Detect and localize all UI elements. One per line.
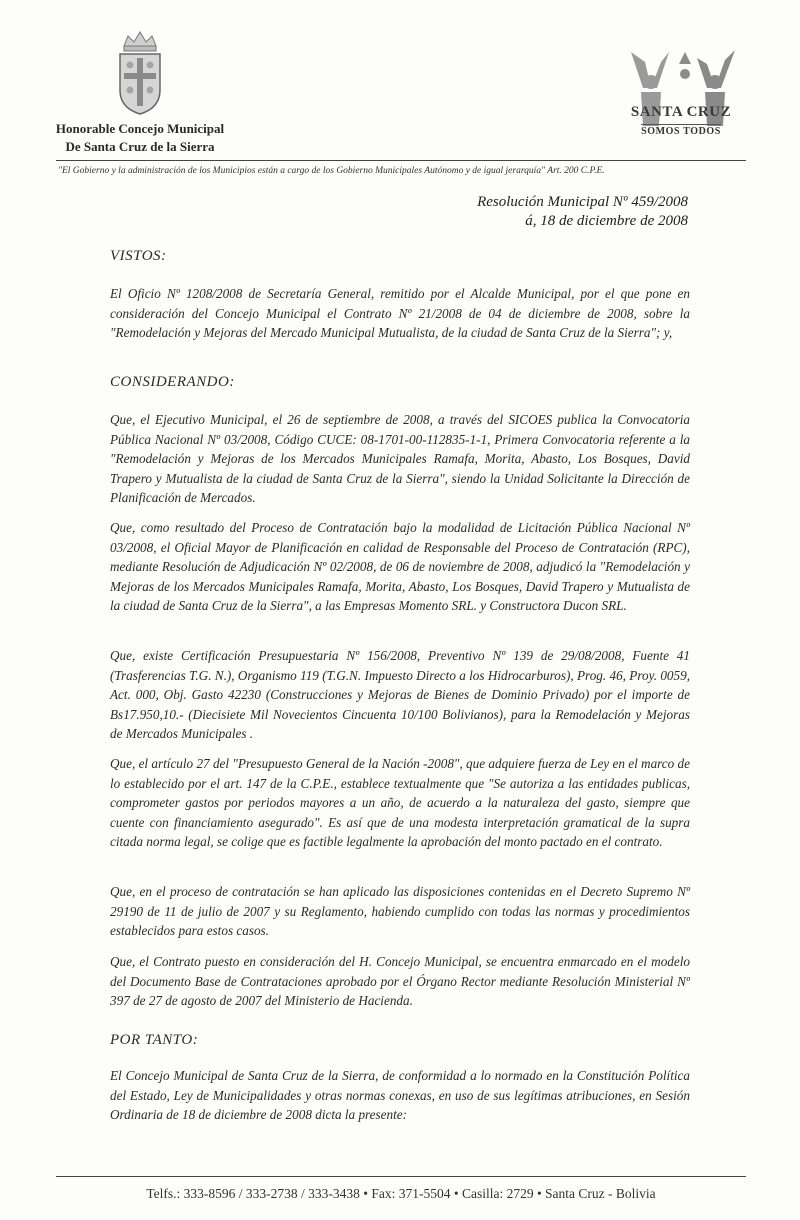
considerando-heading: CONSIDERANDO: bbox=[110, 374, 235, 390]
footer-divider bbox=[56, 1176, 746, 1177]
resolution-number: Resolución Municipal Nº 459/2008 bbox=[477, 194, 688, 210]
vistos-paragraph: El Oficio Nº 1208/2008 de Secretaría General, remitido por el Alcalde Municipal, por el que pone en consideración del Concejo Municipal el Contrato Nº 21/2008 de 04 de diciembre de 2008, sobre la "Remodelación y Mejoras del Mercado Municipal Mutualista, de la ciudad de Santa Cruz de la Sierra"; y, bbox=[110, 286, 690, 340]
considerando-paragraph-6: Que, el Contrato puesto en consideración del H. Concejo Municipal, se encuentra enmarcado en el modelo del Documento Base de Contrataciones aprobado por el Órgano Rector mediante Resolución Ministerial Nº 397 de 27 de agosto de 2007 del Ministerio de Hacienda. bbox=[110, 954, 690, 1008]
resolution-date: á, 18 de diciembre de 2008 bbox=[525, 213, 688, 229]
vistos-heading: VISTOS: bbox=[110, 248, 167, 264]
portanto-paragraph: El Concejo Municipal de Santa Cruz de la Sierra, de conformidad a lo normado en la Constitución Política del Estado, Ley de Municipalidades y otras normas conexas, en uso de sus legítimas atribuciones, en Sesión Ordinaria de 18 de diciembre de 2008 dicta la presente: bbox=[110, 1068, 690, 1122]
header-divider bbox=[56, 160, 746, 161]
portanto-heading: POR TANTO: bbox=[110, 1032, 199, 1048]
coat-of-arms-icon bbox=[110, 28, 170, 118]
considerando-paragraph-4: Que, el artículo 27 del "Presupuesto General de la Nación -2008", que adquiere fuerza de Ley en el marco de lo establecido por el art. 147 de la C.P.E., establece textualmente que "Se autoriza a las entidades publicas, comprometer gastos por periodos mayores a un año, de acuerdo a la naturaleza del gasto, siempre que cuente con financiamiento asegurado". Es así que de una modesta interpretación gramatical de la supra citada norma legal, se colige que es factible legalmente la aprobación del monto pactado en el contrato. bbox=[110, 756, 690, 849]
footer-contact: Telfs.: 333-8596 / 333-2738 / 333-3438 • Fax: 371-5504 • Casilla: 2729 • Santa Cruz - Bolivia bbox=[146, 1186, 656, 1201]
considerando-paragraph-1: Que, el Ejecutivo Municipal, el 26 de septiembre de 2008, a través del SICOES publica la Convocatoria Pública Nacional Nº 03/2008, Código CUCE: 08-1701-00-112835-1-1, Primera Convocatoria referente a la "Remodelación y Mejoras de los Mercados Municipales Ramafa, Morita, Abasto, Los Bosques, David Trapero y Mutualista de la ciudad de Santa Cruz de la Sierra", siendo la Unidad Solicitante la Dirección de Planificación de Mercados. bbox=[110, 412, 690, 505]
santa-cruz-logo bbox=[616, 48, 746, 139]
brand-tagline: SOMOS TODOS bbox=[641, 126, 721, 137]
council-header bbox=[40, 28, 240, 154]
considerando-paragraph-5: Que, en el proceso de contratación se han aplicado las disposiciones contenidas en el Decreto Supremo Nº 29190 de 11 de julio de 2007 y su Reglamento, habiendo cumplido con todas las normas y procedimientos establecidos para estos casos. bbox=[110, 884, 690, 938]
considerando-paragraph-2: Que, como resultado del Proceso de Contratación bajo la modalidad de Licitación Pública Nacional Nº 03/2008, el Oficial Mayor de Planificación en calidad de Responsable del Proceso de Contratación (RPC), mediante Resolución de Adjudicación Nº 02/2008, de 06 de noviembre de 2008, adjudicó la "Remodelación y Mejoras de los Mercados Municipales Ramafa, Morita, Abasto, Los Bosques, David Trapero y Mutualista de la ciudad de Santa Cruz de la Sierra", a las Empresas Momento SRL. y Constructora Ducon SRL. bbox=[110, 520, 690, 613]
council-name-line1: Honorable Concejo Municipal bbox=[55, 121, 225, 136]
council-name-line2: De Santa Cruz de la Sierra bbox=[65, 139, 215, 154]
considerando-paragraph-3: Que, existe Certificación Presupuestaria Nº 156/2008, Preventivo Nº 139 de 29/08/2008, Fuente 41 (Trasferencias T.G. N.), Organismo 119 (T.G.N. Impuesto Directo a los Hidrocarburos), Prog. 46, Proy. 0059, Act. 000, Obj. Gasto 42230 (Construcciones y Mejoras de Bienes de Dominio Privado) por el importe de Bs17.950,10.- (Diecisiete Mil Novecientos Cincuenta 10/100 Bolivianos), para la Remodelación y Mejoras de Mercados Municipales . bbox=[110, 648, 690, 741]
constitutional-motto: "El Gobierno y la administración de los Municipios están a cargo de los Gobierno Municipales Autónomo y de igual jerarquía" Art. 200 C.P.E. bbox=[58, 166, 605, 176]
brand-name: SANTA CRUZ bbox=[630, 104, 732, 120]
